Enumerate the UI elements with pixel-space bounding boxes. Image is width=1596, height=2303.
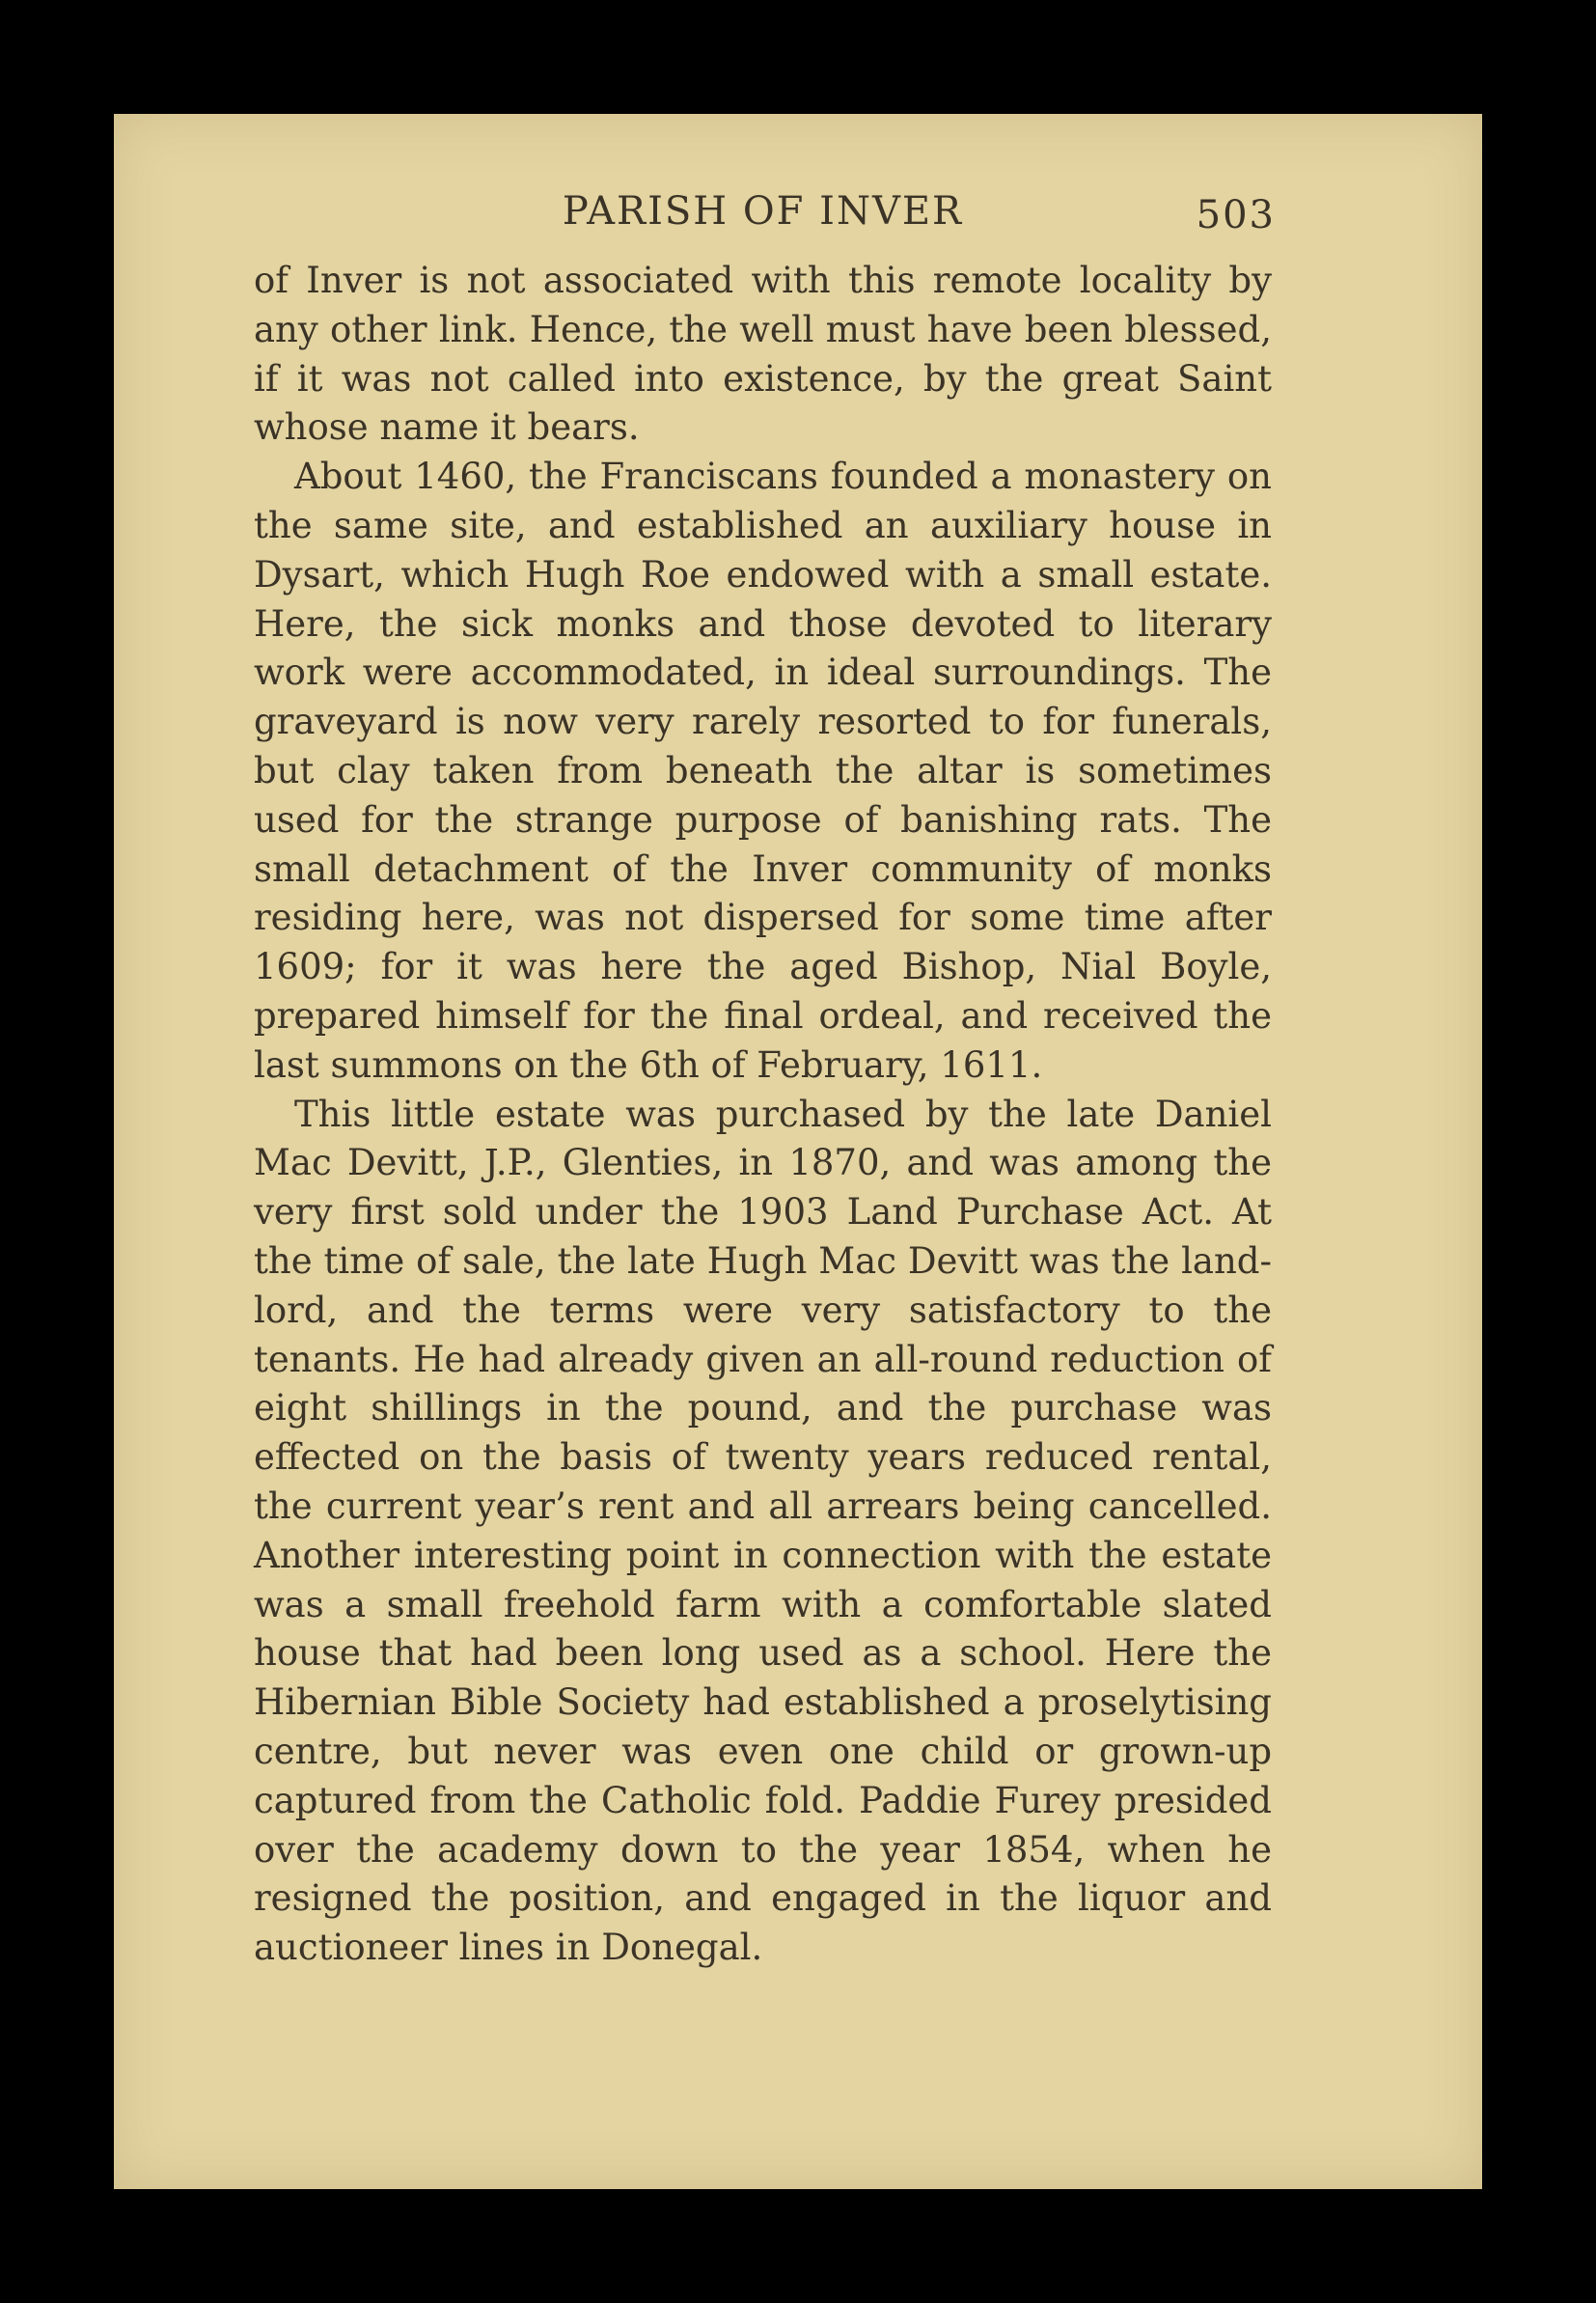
paragraph-continued: of Inver is not associated with this remote locality by any other link. Hence, the well must have been blessed, if it was not called into existence, by the great Saint whose name it bears. bbox=[254, 260, 1272, 449]
paragraph-estate: This little estate was purchased by the late Daniel Mac Devitt, J.P., Glenties, in 1870, and was among the very first sold under the 1903 Land Purchase Act. At the time of sale, the late Hugh Mac Devitt was the landlord, and the terms were very satisfactory to the tenants. He had already given an all-round reduction of eight shillings in the pound, and the purchase was effected on the basis of twenty years reduced rental, the current year’s rent and all arrears being cancelled. Another interesting point in connection with the estate was a small freehold farm with a comfortable slated house that had been long used as a school. Here the Hibernian Bible Society had established a proselytising centre, but never was even one child or grown-up captured from the Catholic fold. Paddie Furey presided over the academy down to the year 1854, when he resigned the position, and engaged in the liquor and auctioneer lines in Donegal. bbox=[254, 1093, 1272, 1969]
running-title: PARISH OF INVER bbox=[562, 189, 964, 234]
paragraph-franciscans: About 1460, the Franciscans founded a monastery on the same site, and established an auxiliary house in Dysart, which Hugh Roe endowed with a small estate. Here, the sick monks and those devoted to literary work were accommodated, in ideal surroundings. The graveyard is now very rarely resorted to for funerals, but clay taken from beneath the altar is sometimes used for the strange purpose of banishing rats. The small detachment of the Inver community of monks residing here, was not dispersed for some time after 1609; for it was here the aged Bishop, Nial Boyle, prepared himself for the final ordeal, and received the last summons on the 6th of February, 1611. bbox=[254, 456, 1272, 1086]
running-head bbox=[254, 189, 1276, 257]
page-content bbox=[254, 189, 1276, 1973]
book-page bbox=[114, 114, 1482, 2189]
page-number: 503 bbox=[1196, 193, 1276, 237]
body-text bbox=[254, 257, 1272, 1973]
